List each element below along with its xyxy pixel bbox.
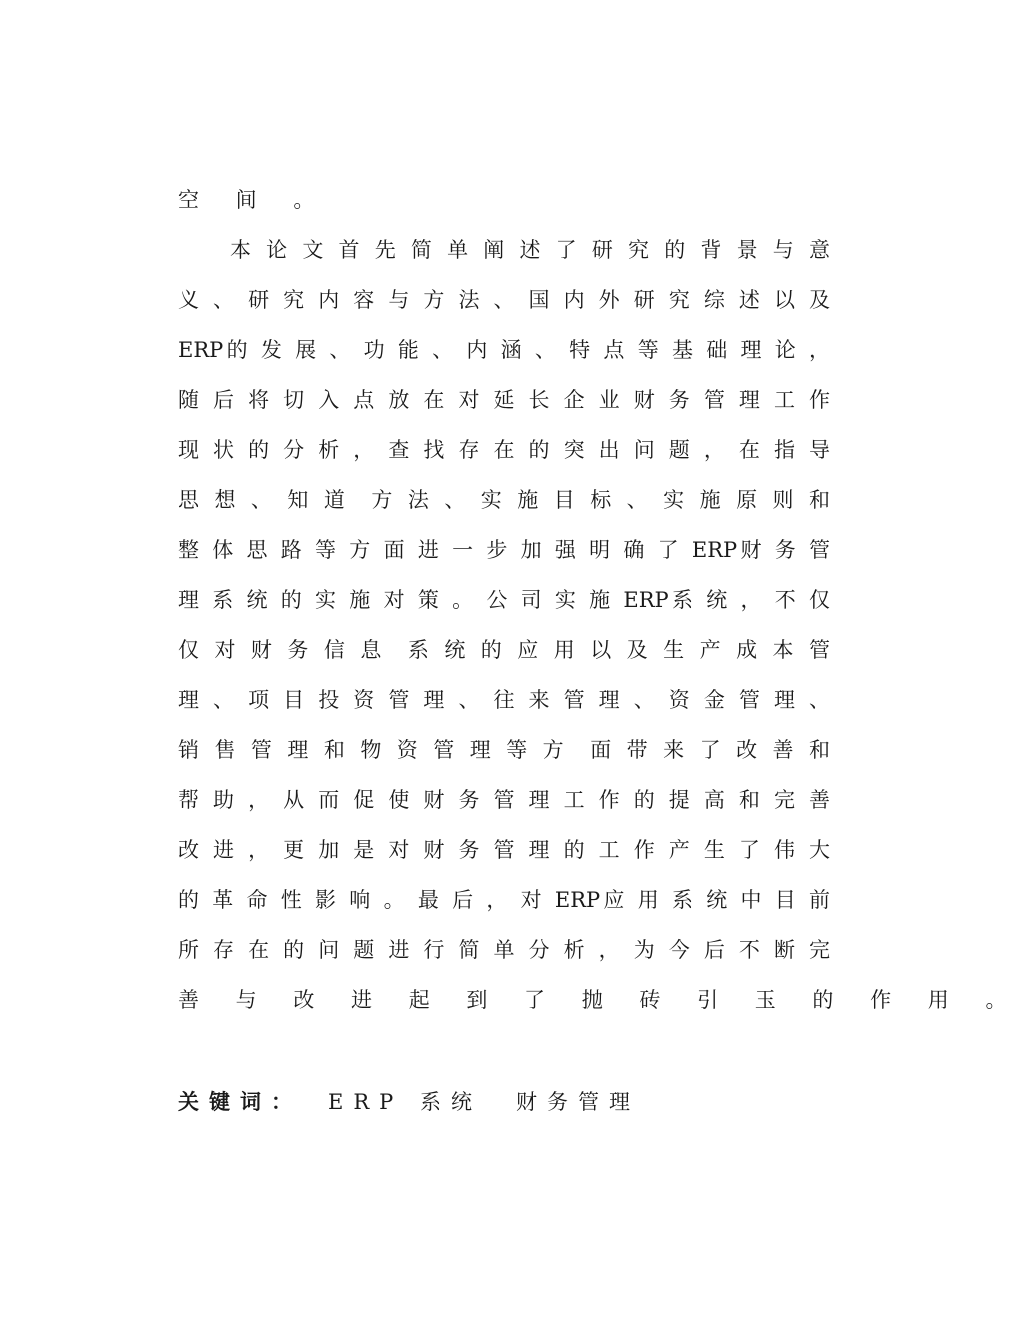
- text-line: 空 间 。: [178, 188, 330, 212]
- text-line: 本 论 文 首 先 简 单 阐 述 了 研 究 的 背 景 与 意: [230, 238, 830, 262]
- text-line: 善 与 改 进 起 到 了 抛 砖 引 玉 的 作 用 。: [178, 988, 1021, 1012]
- abstract-body: [178, 178, 1021, 1028]
- text-line: 整 体 思 路 等 方 面 进 一 步 加 强 明 确 了 ERP财 务 管: [178, 538, 830, 562]
- text-line: 帮 助 ， 从 而 促 使 财 务 管 理 工 作 的 提 高 和 完 善: [178, 788, 830, 812]
- text-line: ERP的 发 展 、 功 能 、 内 涵 、 特 点 等 基 础 理 论 ，: [178, 338, 830, 362]
- text-line: 思 想 、 知 道 方 法 、 实 施 目 标 、 实 施 原 则 和: [178, 488, 830, 512]
- text-line: 销 售 管 理 和 物 资 管 理 等 方 面 带 来 了 改 善 和: [178, 738, 830, 762]
- text-line: 所 存 在 的 问 题 进 行 简 单 分 析 ， 为 今 后 不 断 完: [178, 938, 830, 962]
- text-line: 改 进 ， 更 加 是 对 财 务 管 理 的 工 作 产 生 了 伟 大: [178, 838, 830, 862]
- keywords-line: [178, 1080, 830, 1124]
- text-line: 现 状 的 分 析 ， 查 找 存 在 的 突 出 问 题 ， 在 指 导: [178, 438, 830, 462]
- text-line: 随 后 将 切 入 点 放 在 对 延 长 企 业 财 务 管 理 工 作: [178, 388, 830, 412]
- keyword-item: ERP 系统: [328, 1090, 482, 1114]
- text-line: 理 、 项 目 投 资 管 理 、 往 来 管 理 、 资 金 管 理 、: [178, 688, 830, 712]
- keyword-item: 财务管理: [515, 1090, 640, 1114]
- text-line: 仅 对 财 务 信 息 系 统 的 应 用 以 及 生 产 成 本 管: [178, 638, 830, 662]
- text-line: 理 系 统 的 实 施 对 策 。 公 司 实 施 ERP系 统 ， 不 仅: [178, 588, 830, 612]
- keywords-label: 关键词：: [178, 1089, 302, 1114]
- text-line: 义 、 研 究 内 容 与 方 法 、 国 内 外 研 究 综 述 以 及: [178, 288, 830, 312]
- text-line: 的 革 命 性 影 响 。 最 后 ， 对 ERP应 用 系 统 中 目 前: [178, 888, 830, 912]
